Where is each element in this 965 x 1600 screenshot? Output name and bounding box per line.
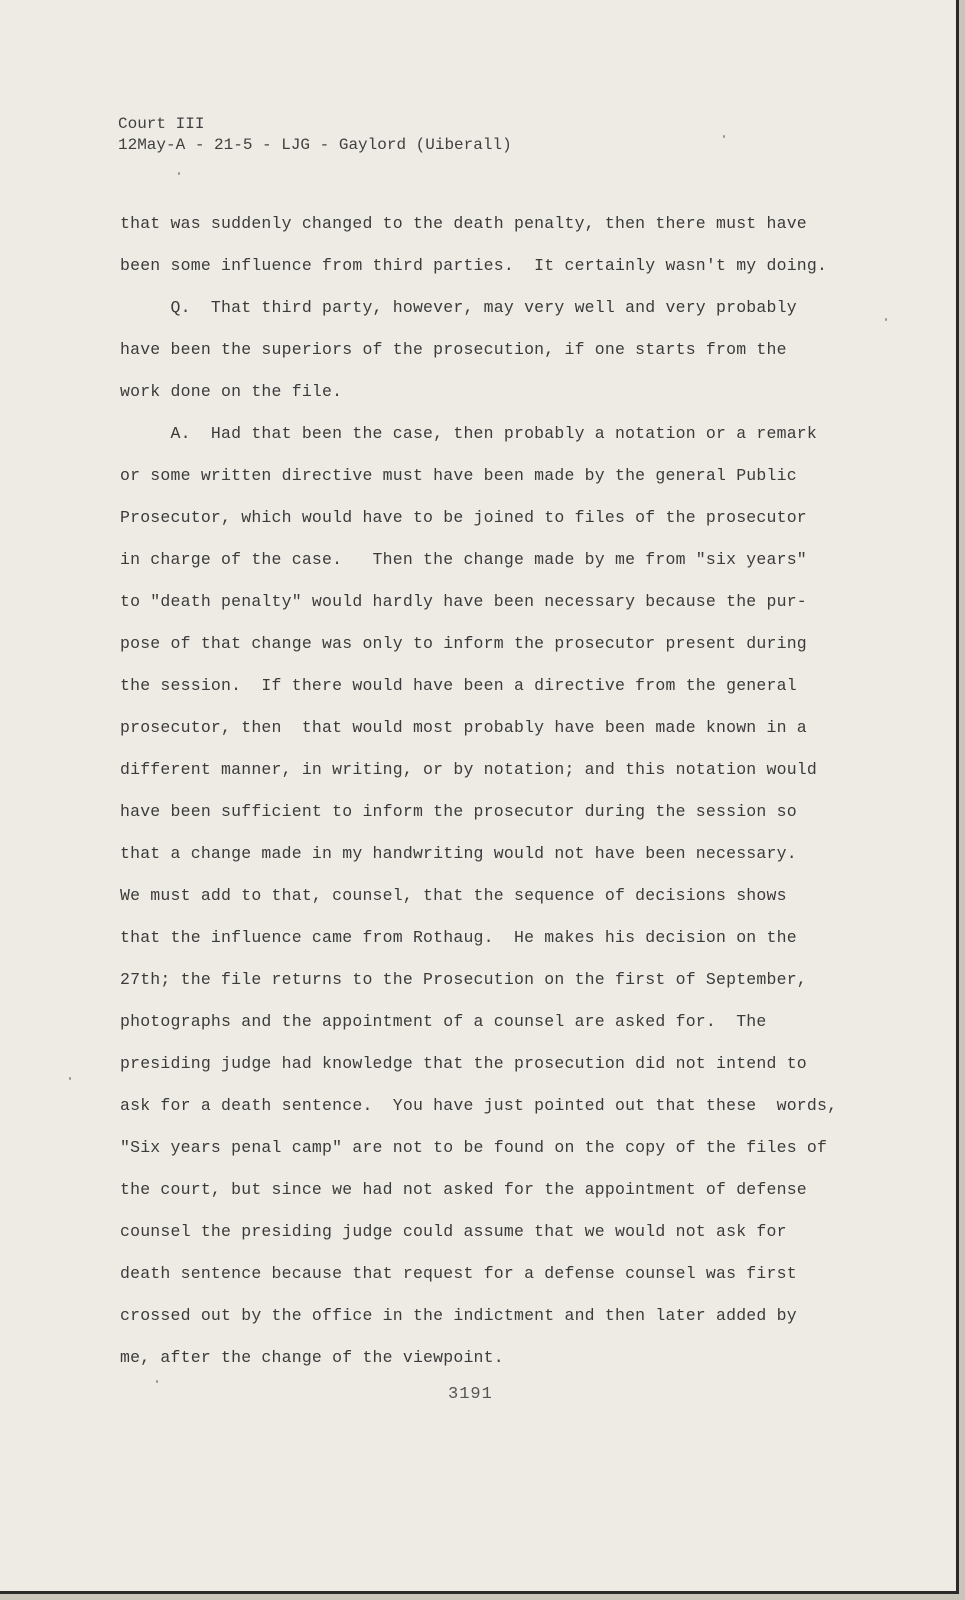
transcript-line: presiding judge had knowledge that the prosecution did not intend to <box>120 1054 807 1073</box>
transcript-line: that a change made in my handwriting would not have been necessary. <box>120 844 797 863</box>
court-label: Court III <box>118 115 205 133</box>
transcript-line: "Six years penal camp" are not to be found on the copy of the files of <box>120 1138 828 1157</box>
document-header <box>118 114 512 156</box>
paper-speck <box>156 1380 158 1383</box>
transcript-line: Prosecutor, which would have to be joined to files of the prosecutor <box>120 508 807 527</box>
transcript-line: pose of that change was only to inform the prosecutor present during <box>120 634 807 653</box>
transcript-line: counsel the presiding judge could assume that we would not ask for <box>120 1222 787 1241</box>
transcript-line: photographs and the appointment of a counsel are asked for. The <box>120 1012 767 1031</box>
transcript-line: work done on the file. <box>120 382 343 401</box>
paper-speck <box>178 172 180 175</box>
transcript-line: Q. That third party, however, may very well and very probably <box>120 298 797 317</box>
transcript-line: have been the superiors of the prosecution, if one starts from the <box>120 340 787 359</box>
paper-speck <box>69 1077 71 1080</box>
session-label: 12May-A - 21-5 - LJG - Gaylord (Uiberall) <box>118 136 512 154</box>
paper-speck <box>723 135 725 138</box>
transcript-line: have been sufficient to inform the prosecutor during the session so <box>120 802 797 821</box>
transcript-line: to "death penalty" would hardly have been necessary because the pur- <box>120 592 807 611</box>
transcript-line: that the influence came from Rothaug. He makes his decision on the <box>120 928 797 947</box>
transcript-line: that was suddenly changed to the death penalty, then there must have <box>120 214 807 233</box>
page-number: 3191 <box>448 1385 493 1404</box>
transcript-line: been some influence from third parties. It certainly wasn't my doing. <box>120 256 828 275</box>
transcript-line: the session. If there would have been a directive from the general <box>120 676 797 695</box>
transcript-line: me, after the change of the viewpoint. <box>120 1348 504 1367</box>
paper-speck <box>885 318 887 321</box>
transcript-line: or some written directive must have been made by the general Public <box>120 466 797 485</box>
transcript-line: prosecutor, then that would most probably have been made known in a <box>120 718 807 737</box>
transcript-line: crossed out by the office in the indictment and then later added by <box>120 1306 797 1325</box>
transcript-line: 27th; the file returns to the Prosecution on the first of September, <box>120 970 807 989</box>
transcript-line: A. Had that been the case, then probably a notation or a remark <box>120 424 818 443</box>
transcript-line: death sentence because that request for a defense counsel was first <box>120 1264 797 1283</box>
transcript-line: the court, but since we had not asked for the appointment of defense <box>120 1180 807 1199</box>
transcript-line: We must add to that, counsel, that the sequence of decisions shows <box>120 886 787 905</box>
transcript-line: in charge of the case. Then the change made by me from "six years" <box>120 550 807 569</box>
transcript-line: ask for a death sentence. You have just pointed out that these words, <box>120 1096 838 1115</box>
transcript-line: different manner, in writing, or by notation; and this notation would <box>120 760 818 779</box>
